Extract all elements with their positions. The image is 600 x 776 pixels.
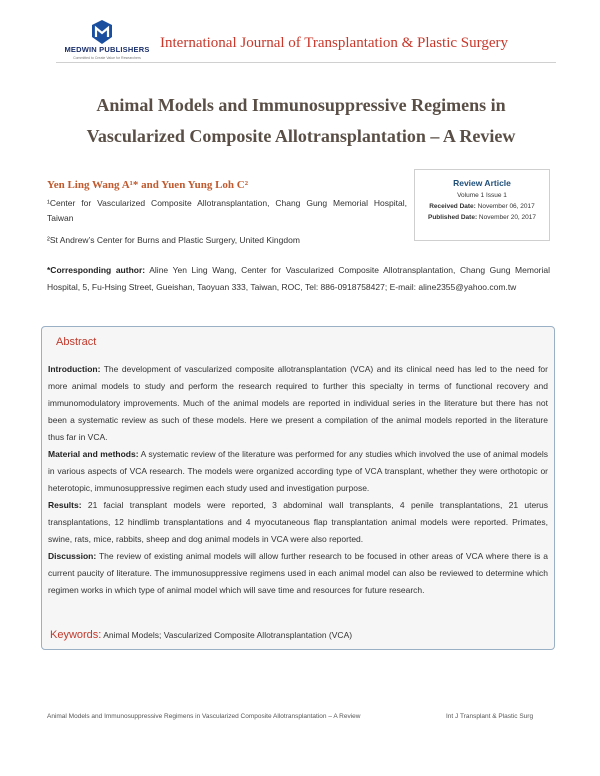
affiliation-2: ²St Andrew’s Center for Burns and Plastic Surgery, United Kingdom [47, 235, 300, 245]
article-title [56, 90, 546, 152]
abstract-methods [48, 446, 548, 497]
footer-journal-abbrev: Int J Transplant & Plastic Surg [446, 713, 534, 720]
discussion-label: Discussion: [48, 551, 97, 561]
received-date [415, 203, 549, 210]
journal-name: International Journal of Transplantation & Plastic Surgery [160, 35, 509, 51]
intro-text: The development of vascularized composite allotransplantation (VCA) and its clinical need has led to the need for more animal models to study and perform the research required to further this specialty in terms of functional recovery and immunomodulatory improvements. Much of the animal models are reported in individual series in the literature but there has not been a systematic review as such of these models. Here we present a compilation of the animal models reported in the literature thus far in VCA. [48, 364, 548, 442]
logo-name: MEDWIN PUBLISHERS [64, 45, 150, 54]
publisher-logo [56, 20, 158, 66]
corresponding-text: Aline Yen Ling Wang, Center for Vascularized Composite Allotransplantation, Chang Gung Memorial Hospital, 5, Fu-Hsing Street, Gueishan, Taoyuan 333, Taiwan, ROC, Tel: 886-0918758427; E-mail: aline2355@yahoo.com.tw [47, 265, 551, 292]
authors: Yen Ling Wang A¹* and Yuen Yung Loh C² [47, 179, 249, 191]
abstract-introduction [48, 361, 548, 446]
article-info-box [414, 169, 550, 241]
article-type: Review Article [453, 178, 511, 188]
medwin-logo-icon [92, 20, 112, 44]
corresponding-label: *Corresponding author: [47, 265, 146, 275]
abstract-heading: Abstract [56, 336, 97, 348]
keywords [50, 629, 352, 641]
methods-label: Material and methods: [48, 449, 139, 459]
header-divider [56, 62, 556, 63]
methods-text: A systematic review of the literature was performed for any studies which involved the use of animal models in various aspects of VCA research. The models were organized according type of VCA transplant, whether they were orthotopic or heterotopic, immunosuppressive regimen each study used and investigation purpose. [48, 449, 548, 493]
abstract-results [48, 497, 548, 548]
corresponding-author [47, 262, 550, 296]
published-value: November 20, 2017 [477, 214, 537, 221]
footer-article-title: Animal Models and Immunosuppressive Regimens in Vascularized Composite Allotransplantation – A Review [47, 713, 361, 720]
abstract-discussion [48, 548, 548, 599]
title-line-2: Vascularized Composite Allotransplantation – A Review [86, 126, 516, 146]
keywords-text: Animal Models; Vascularized Composite Allotransplantation (VCA) [101, 630, 353, 640]
title-line-1: Animal Models and Immunosuppressive Regimens in [96, 95, 506, 115]
abstract-box [41, 326, 555, 650]
results-text: 21 facial transplant models were reported, 3 abdominal wall transplants, 4 penile transplantations, 21 uterus transplantations, 12 hindlimb transplantations and 4 myocutaneous flap transplantation animal models were reported. Primates, swine, rats, mice, rabbits, sheep and dog animal models in VCA were also reported. [48, 500, 548, 544]
discussion-text: The review of existing animal models will allow further research to be focused in other areas of VCA where there is a current paucity of literature. The immunosuppressive regimens used in each animal model can also be reviewed to determine which regimen works in which type of animal model which will save time and resources for future research. [48, 551, 548, 595]
abstract-body [48, 361, 548, 599]
received-value: November 06, 2017 [475, 203, 535, 210]
published-label: Published Date: [427, 214, 478, 221]
published-date [415, 214, 549, 221]
keywords-label: Keywords: [50, 629, 102, 641]
logo-tagline: Committed to Create Value for Researchers [73, 56, 141, 60]
volume-issue: Volume 1 Issue 1 [457, 192, 507, 199]
received-label: Received Date: [429, 203, 476, 210]
results-label: Results: [48, 500, 82, 510]
affiliation-1: ¹Center for Vascularized Composite Allotransplantation, Chang Gung Memorial Hospital, Taiwan [47, 198, 407, 223]
intro-label: Introduction: [48, 364, 101, 374]
